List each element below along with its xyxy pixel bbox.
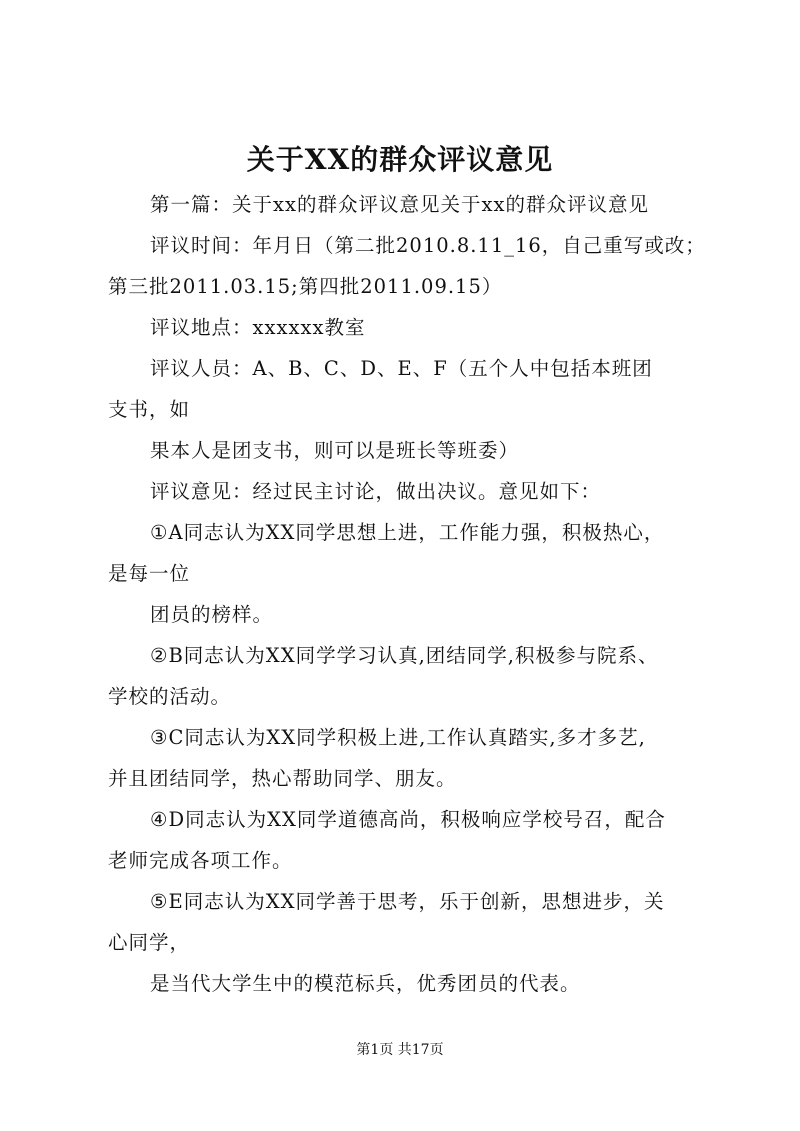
paragraph-line: ⑤E同志认为XX同学善于思考，乐于创新，思想进步，关 bbox=[150, 890, 665, 913]
page-footer: 第1页 共17页 bbox=[356, 1042, 444, 1058]
paragraph-line: ④D同志认为XX同学道德高尚，积极响应学校号召，配合 bbox=[150, 808, 666, 831]
paragraph-line: 团员的榜样。 bbox=[150, 603, 274, 626]
paragraph-line: ①A同志认为XX同学思想上进，工作能力强，积极热心， bbox=[150, 521, 665, 544]
paragraph-line: 并且团结同学，热心帮助同学、朋友。 bbox=[108, 767, 457, 790]
paragraph-line: 是当代大学生中的模范标兵，优秀团员的代表。 bbox=[150, 972, 581, 995]
paragraph-line: 心同学， bbox=[108, 931, 191, 954]
document-body bbox=[108, 184, 708, 1004]
paragraph-line: 支书，如 bbox=[108, 398, 191, 421]
paragraph-line: 评议人员：A、B、C、D、E、F（五个人中包括本班团 bbox=[150, 357, 653, 380]
paragraph-line: 第三批2011.03.15;第四批2011.09.15） bbox=[108, 275, 503, 298]
paragraph-line: 果本人是团支书，则可以是班长等班委） bbox=[150, 439, 520, 462]
paragraph-line: 第一篇：关于xx的群众评议意见关于xx的群众评议意见 bbox=[150, 193, 649, 216]
paragraph-line: 评议意见：经过民主讨论，做出决议。意见如下： bbox=[150, 480, 602, 503]
paragraph-line: ③C同志认为XX同学积极上进,工作认真踏实,多才多艺, bbox=[150, 726, 646, 749]
paragraph-line: 是每一位 bbox=[108, 562, 191, 585]
paragraph-line: ②B同志认为XX同学学习认真,团结同学,积极参与院系、 bbox=[150, 644, 659, 667]
paragraph-line: 学校的活动。 bbox=[108, 685, 232, 708]
paragraph-line: 评议时间：年月日（第二批2010.8.11_16，自己重写或改； bbox=[150, 234, 706, 257]
paragraph-line: 老师完成各项工作。 bbox=[108, 849, 293, 872]
document-title: 关于XX的群众评议意见 bbox=[246, 143, 554, 176]
paragraph-line: 评议地点：xxxxxx教室 bbox=[150, 316, 366, 339]
